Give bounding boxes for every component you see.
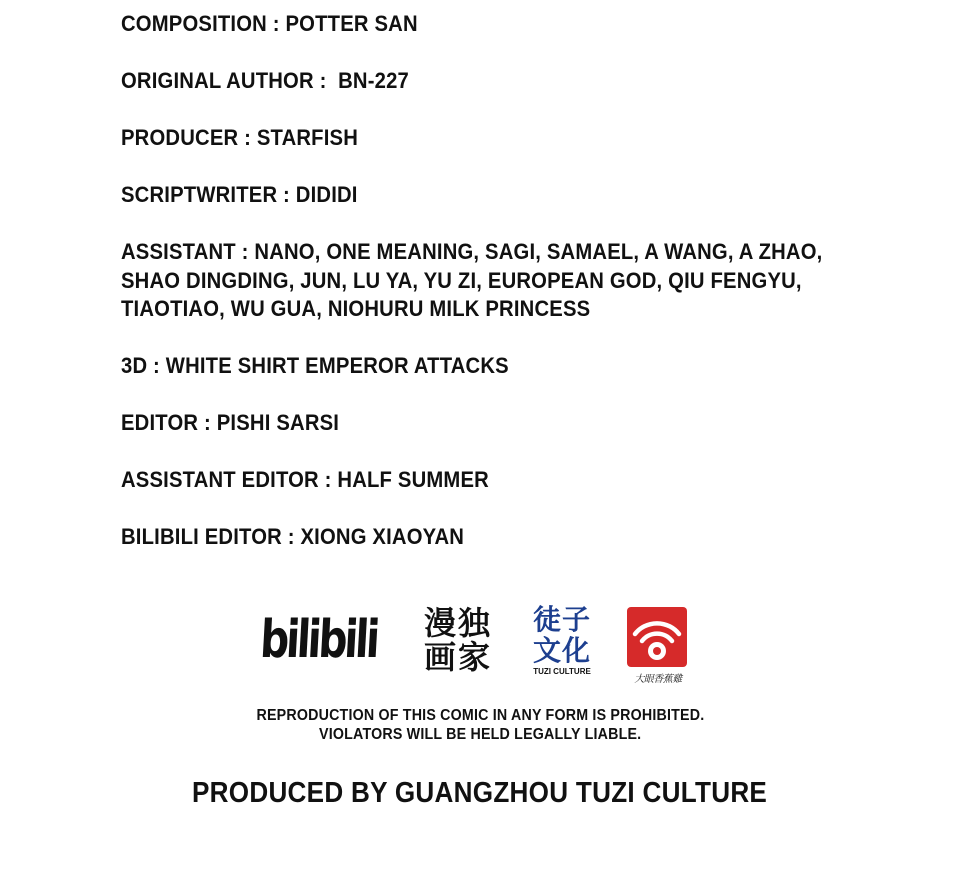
credit-assistant (121, 238, 823, 324)
credit-assistant-line: ASSISTANT : NANO, ONE MEANING, SAGI, SAMAEL, A WANG, A ZHAO, (121, 239, 823, 264)
publisher-logos (0, 604, 960, 686)
wifi-seal-logo (626, 606, 688, 668)
notice-line-2: VIOLATORS WILL BE HELD LEGALLY LIABLE. (318, 726, 642, 743)
credits-list (121, 10, 881, 580)
credit-producer: PRODUCER : STARFISH (121, 125, 359, 150)
notice-line-1: REPRODUCTION OF THIS COMIC IN ANY FORM IS PROHIBITED. (256, 707, 704, 724)
credit-assistant-editor: ASSISTANT EDITOR : HALF SUMMER (121, 467, 489, 492)
credit-editor: EDITOR : PISHI SARSI (121, 410, 340, 435)
credit-3d: 3D : WHITE SHIRT EMPEROR ATTACKS (121, 353, 509, 378)
tuzi-logo-caption: TUZI CULTURE (533, 667, 591, 676)
tuzi-logo-line: 文化 (532, 634, 591, 667)
produced-by (0, 776, 960, 810)
bilibili-logo: bilibili (258, 610, 379, 670)
credit-bilibili-editor: BILIBILI EDITOR : XIONG XIAOYAN (121, 524, 465, 549)
tuzi-logo-line: 徒子 (532, 603, 591, 636)
credit-scriptwriter: SCRIPTWRITER : DIDIDI (121, 182, 358, 207)
copyright-notice (0, 706, 960, 744)
wifi-dot-center (653, 647, 661, 655)
manhua-logo-line: 画家 (424, 638, 493, 676)
credit-original-author: ORIGINAL AUTHOR : BN-227 (121, 68, 409, 93)
credit-assistant-line: TIAOTIAO, WU GUA, NIOHURU MILK PRINCESS (121, 296, 591, 321)
manhua-logo (424, 606, 496, 674)
credit-composition: COMPOSITION : POTTER SAN (121, 11, 418, 36)
credit-assistant-line: SHAO DINGDING, JUN, LU YA, YU ZI, EUROPEAN GOD, QIU FENGYU, (121, 267, 802, 293)
manhua-logo-line: 漫独 (424, 604, 493, 642)
seal-caption: 大眼香蕉雞 (634, 674, 682, 685)
produced-by-text: PRODUCED BY GUANGZHOU TUZI CULTURE (192, 777, 768, 809)
tuzi-culture-logo (529, 604, 595, 676)
